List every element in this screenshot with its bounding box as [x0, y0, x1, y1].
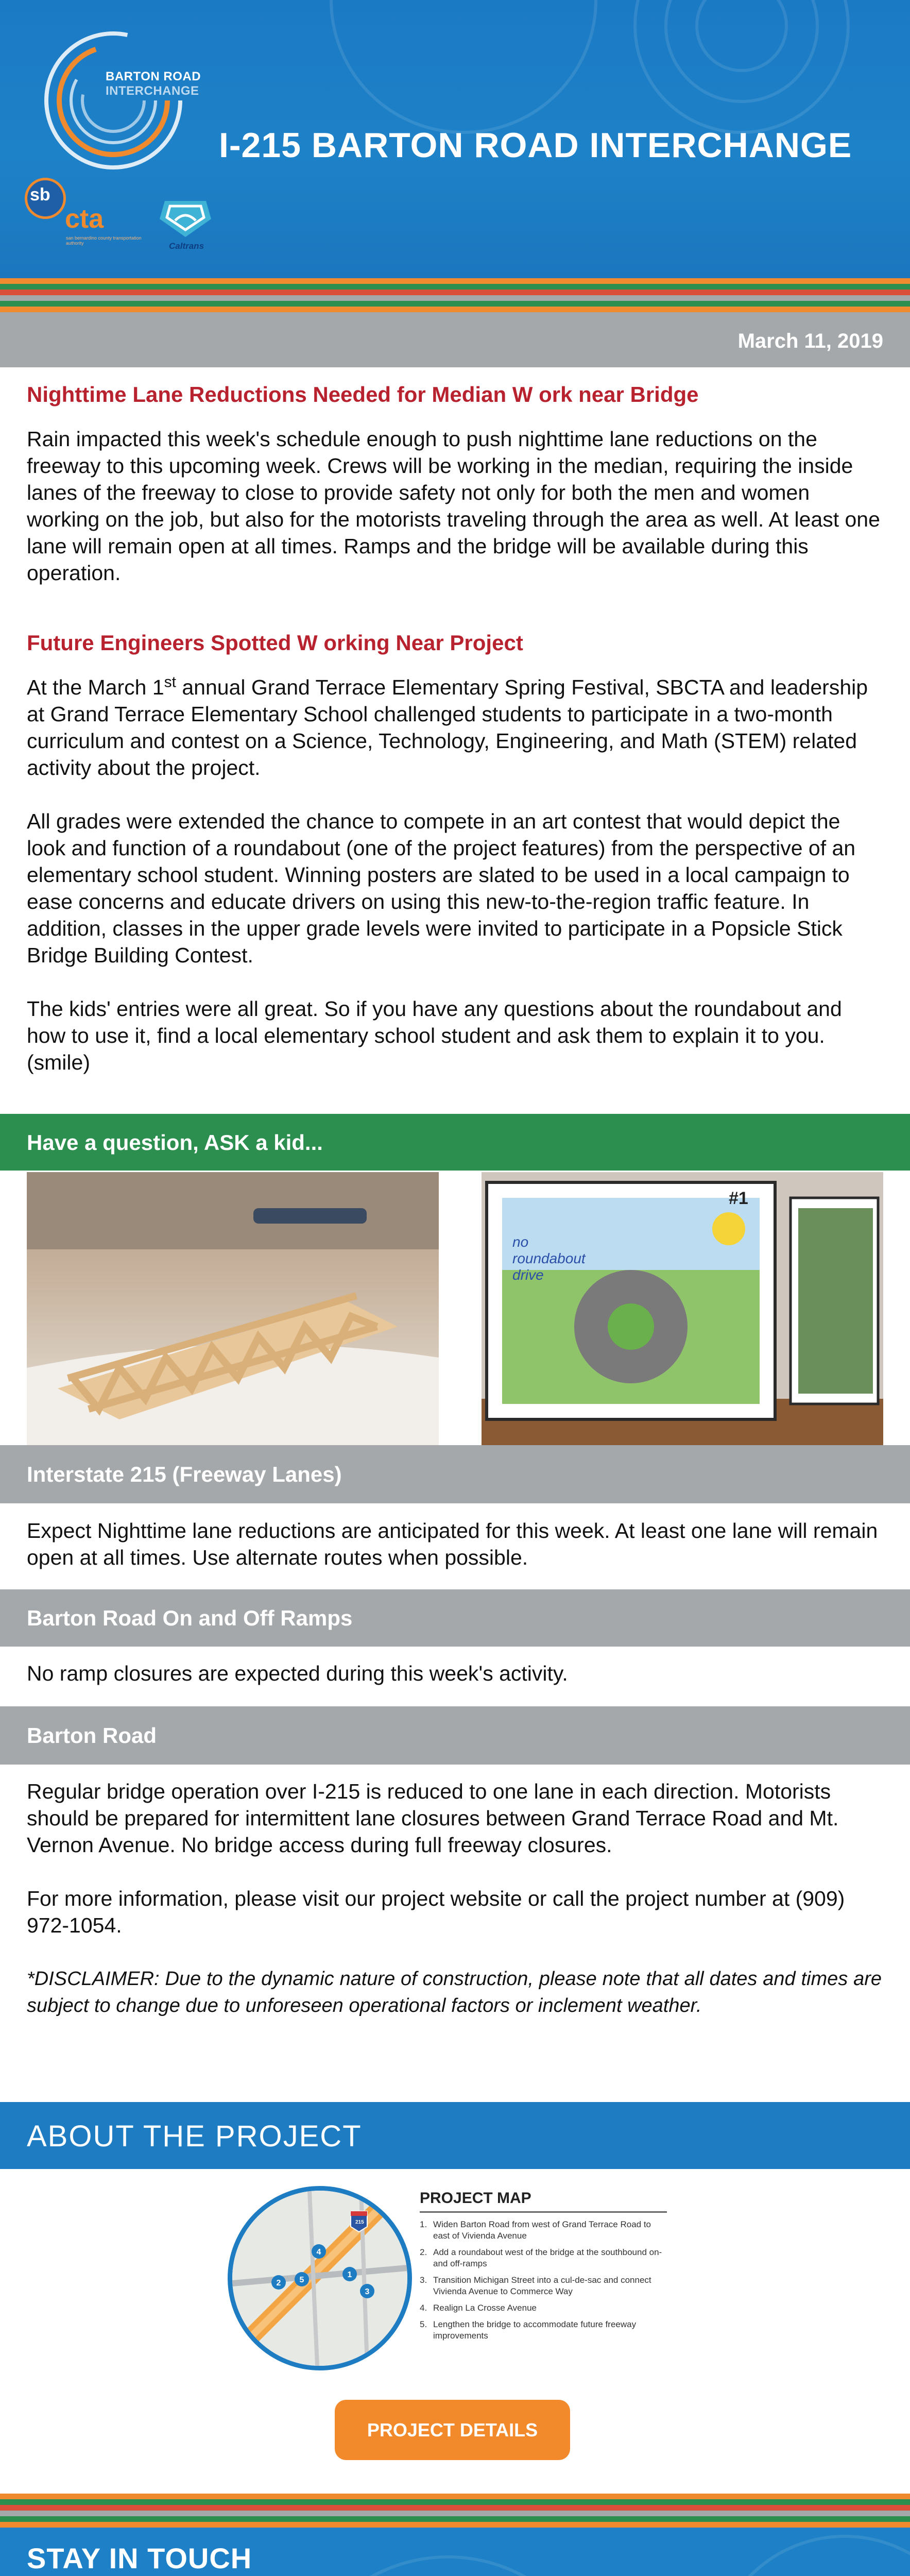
- poster-number: #1: [729, 1189, 748, 1208]
- barton-road-section: [27, 1778, 882, 2019]
- issue-date: March 11, 2019: [737, 330, 883, 352]
- project-map-list: [420, 2219, 667, 2342]
- about-project-heading: ABOUT THE PROJECT: [27, 2120, 362, 2153]
- footer-color-stripes: [0, 2494, 910, 2528]
- svg-text:2: 2: [276, 2279, 281, 2287]
- color-stripes: [0, 278, 910, 312]
- stay-in-touch-heading: STAY IN TOUCH: [27, 2542, 252, 2574]
- map-item-3: 3. Transition Michigan Street into a cul-de-sac and connect Vivienda Avenue to Commerce Way: [420, 2275, 651, 2296]
- svg-text:4: 4: [316, 2248, 321, 2257]
- article-2-paragraph-3: The kids' entries were all great. So if you have any questions about the roundabout and how to use it, find a local elementary school student and ask them to explain it to you. (smile): [27, 997, 842, 1074]
- about-project-bar: [0, 2102, 910, 2169]
- logo-line-1: BARTON ROAD: [106, 70, 201, 83]
- i215-body: Expect Nighttime lane reductions are anticipated for this week. At least one lane will remain open at all times. Use alternate routes when possible.: [27, 1519, 878, 1569]
- barton-road-body: Regular bridge operation over I-215 is reduced to one lane in each direction. Motorists should be prepared for intermittent lane closures between Grand Terrace Road and Mt. Vernon Avenue. No bridge access during full freeway closures.: [27, 1780, 839, 1857]
- svg-text:1: 1: [347, 2270, 352, 2279]
- i215-heading: Interstate 215 (Freeway Lanes): [27, 1462, 342, 1486]
- article-2-p1-end: annual Grand Terrace Elementary Spring Festival, SBCTA and leadership at Grand Terrace Elementary School challenged students to participate in a two-month curriculum and contest on a Science, Technology, Engineering, and Math (STEM) related activity about the project.: [27, 675, 868, 779]
- sbcta-logo[interactable]: [25, 178, 143, 245]
- logo-text: [106, 70, 201, 98]
- caltrans-label: Caltrans: [169, 241, 204, 251]
- project-map-image[interactable]: [228, 2186, 412, 2370]
- ramps-heading: Barton Road On and Off Ramps: [27, 1606, 353, 1630]
- barton-road-bar: [0, 1706, 910, 1765]
- map-item-1: 1. Widen Barton Road from west of Grand Terrace Road to east of Vivienda Avenue: [420, 2219, 651, 2241]
- project-map-title: PROJECT MAP: [420, 2190, 667, 2213]
- map-item-4: 4. Realign La Crosse Avenue: [420, 2303, 537, 2313]
- poster-handwriting: no roundabout drive: [512, 1234, 586, 1283]
- disclaimer-text: *DISCLAIMER: Due to the dynamic nature of construction, please note that all dates and times are subject to change due to unforeseen operational factors or inclement weather.: [27, 1968, 882, 2016]
- roundabout-posters-image: [482, 1172, 883, 1445]
- project-map-legend: [420, 2190, 667, 2347]
- ramps-bar: [0, 1589, 910, 1647]
- decorative-ring: [711, 2535, 910, 2576]
- map-item-2-text: Add a roundabout west of the bridge at the southbound on- and off-ramps: [433, 2247, 662, 2268]
- article-lane-reductions: [27, 381, 882, 586]
- posters-photo: [482, 1172, 883, 1445]
- ask-kid-bar: [0, 1114, 910, 1171]
- article-2-paragraph-2: All grades were extended the chance to compete in an art contest that would depict the look and function of a roundabout (one of the project features) from the perspective of an elementary school student. Winning posters are slated to be used in a local campaign to ease concerns and educate drivers on using this new-to-the-region traffic feature. In addition, classes in the upper grade levels were invited to participate in a Popsicle Stick Bridge Building Contest.: [27, 809, 856, 967]
- interchange-logo-icon: [41, 23, 201, 178]
- ramps-section: [27, 1660, 882, 1687]
- popsicle-bridge-image: [27, 1172, 439, 1445]
- newsletter-title: I-215 BARTON ROAD INTERCHANGE: [219, 126, 852, 165]
- date-bar: [0, 312, 910, 367]
- article-2-title: Future Engineers Spotted W orking Near Project: [27, 631, 523, 655]
- article-future-engineers: [27, 630, 882, 1076]
- map-item-5-text: Lengthen the bridge to accommodate future freeway improvements: [433, 2319, 637, 2341]
- svg-text:3: 3: [365, 2287, 370, 2296]
- bridge-photo: [27, 1172, 439, 1445]
- i215-section: [27, 1517, 882, 1571]
- ask-kid-heading: Have a question, ASK a kid...: [27, 1130, 323, 1155]
- sbcta-logo-cta: cta: [65, 204, 104, 234]
- article-2-p1-start: At the March 1: [27, 675, 164, 699]
- article-1-title: Nighttime Lane Reductions Needed for Median W ork near Bridge: [27, 382, 699, 406]
- map-item-5: 5. Lengthen the bridge to accommodate future freeway improvements: [420, 2319, 637, 2341]
- more-info-text: For more information, please visit our project website or call the project number at (909) 972-1054.: [27, 1887, 845, 1937]
- project-map-graphic: [232, 2191, 407, 2366]
- sbcta-logo-sb: sb: [30, 185, 50, 205]
- map-item-3-text: Transition Michigan Street into a cul-de-sac and connect Vivienda Avenue to Commerce Way: [433, 2275, 651, 2296]
- ramps-body: No ramp closures are expected during this week's activity.: [27, 1662, 568, 1685]
- map-item-2: 2. Add a roundabout west of the bridge at the southbound on- and off-ramps: [420, 2247, 662, 2268]
- decorative-ring: [288, 2555, 608, 2576]
- footer: [0, 2494, 910, 2576]
- article-1-body: Rain impacted this week's schedule enough to push nighttime lane reductions on the freeway to this upcoming week. Crews will be working in the median, requiring the inside lanes of the freeway to close to provide safety not only for both the men and women working on the job, but also for the motorists traveling through the area as well. At least one lane will remain open at all times. Ramps and the bridge will be available during this operation.: [27, 427, 880, 585]
- svg-text:5: 5: [299, 2276, 304, 2284]
- project-details-button[interactable]: PROJECT DETAILS: [335, 2400, 570, 2460]
- article-2-paragraph-1: [27, 674, 882, 781]
- map-shield-label: 215: [355, 2219, 364, 2225]
- decorative-ring: [330, 0, 597, 134]
- header-banner: [0, 0, 910, 278]
- map-item-1-text: Widen Barton Road from west of Grand Terrace Road to east of Vivienda Avenue: [433, 2219, 651, 2241]
- logo-line-2: INTERCHANGE: [106, 84, 199, 98]
- map-item-4-text: Realign La Crosse Avenue: [433, 2303, 537, 2313]
- article-2-p1-superscript: st: [164, 673, 176, 691]
- barton-road-heading: Barton Road: [27, 1723, 157, 1748]
- caltrans-logo[interactable]: [154, 196, 227, 252]
- sbcta-tagline: san bernardino county transportation authority: [66, 235, 142, 246]
- caltrans-logo-icon: [154, 196, 216, 240]
- i215-bar: [0, 1445, 910, 1503]
